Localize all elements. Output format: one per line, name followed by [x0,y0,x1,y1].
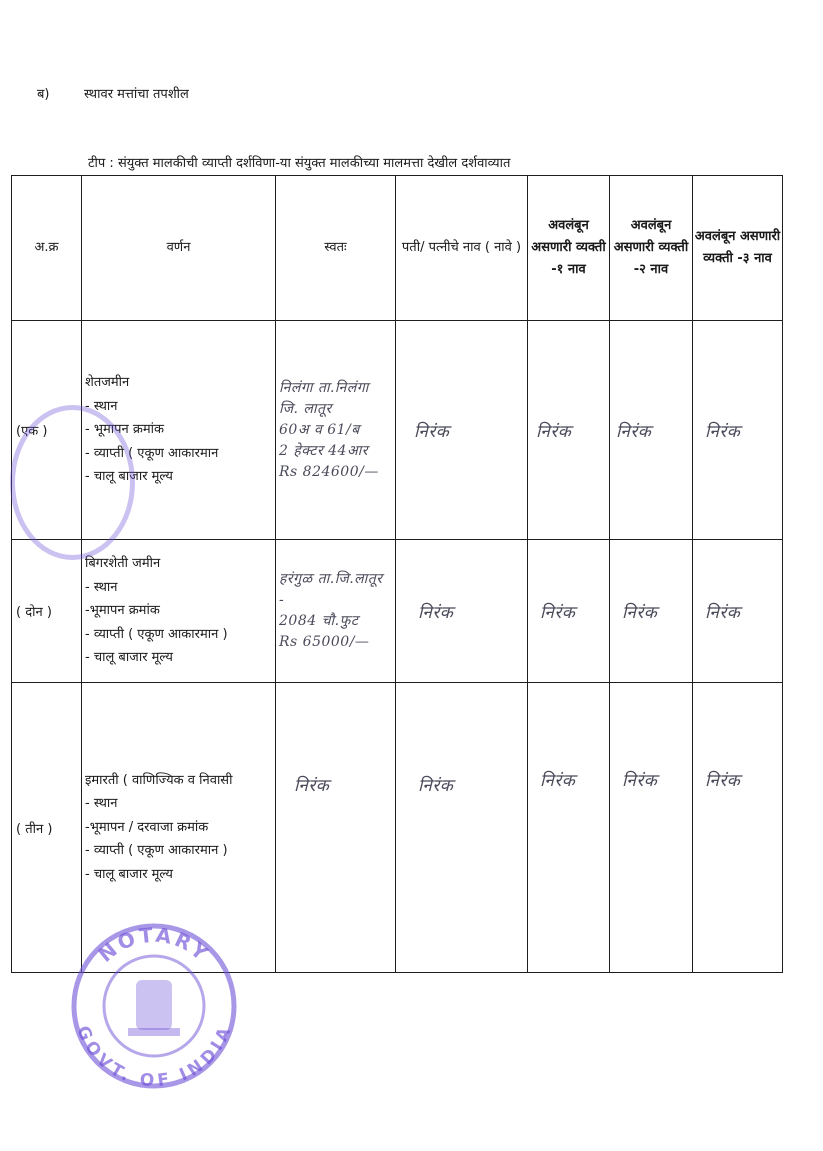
description-line: - भूमापन क्रमांक [85,422,164,438]
self-handwritten [276,540,396,683]
notary-seal-icon [68,920,240,1092]
description-line: - स्थान [85,796,118,812]
dependent-3-value: निरंक [693,540,783,683]
self-line: 2 हेक्टर 44आर [279,442,369,459]
spouse-value: निरंक [396,321,528,540]
dependent-2-value: निरंक [610,321,693,540]
stamp-top-text: NOTARY [93,922,215,967]
spouse-value: निरंक [396,683,528,973]
description-line: - चालू बाजार मूल्य [85,469,173,485]
description-line: - व्याप्ती ( एकूण आकारमान ) [85,843,228,859]
dependent-3-value: निरंक [693,683,783,973]
self-line: - [279,592,285,608]
self-line: 60अ व 61/ब [279,421,360,438]
header-self: स्वतः [276,176,396,321]
self-line: 2084 चौ.फुट [279,613,359,629]
row-description [82,540,276,683]
description-line: -भूमापन क्रमांक [85,603,160,619]
self-line: Rs 824600/— [279,463,379,480]
stamp-bottom-text: GOVT. OF INDIA [72,1023,236,1092]
section-marker: ब) [37,87,50,102]
description-line: - व्याप्ती ( एकूण आकारमान [85,445,219,461]
self-line: जि. लातूर [279,400,332,417]
self-value: निरंक [276,683,396,973]
immovable-assets-table [11,175,783,973]
self-line: हरंगुळ ता.जि.लातूर [279,571,383,587]
notary-stamp [68,920,240,1092]
description-line: - स्थान [85,398,118,414]
self-line: Rs 65000/— [279,634,370,650]
dependent-2-value: निरंक [610,683,693,973]
header-dependent-2: अवलंबून असणारी व्यक्ती -२ नाव [610,176,693,321]
faint-stamp [10,405,135,560]
description-line: - स्थान [85,579,118,595]
description-line: इमारती ( वाणिज्यिक व निवासी [85,772,233,788]
description-line: - चालू बाजार मूल्य [85,650,173,666]
header-dependent-1: अवलंबून असणारी व्यक्ती -१ नाव [528,176,610,321]
header-spouse: पती/ पत्नीचे नाव ( नावे ) [396,176,528,321]
header-dependent-3: अवलंबून असणारी व्यक्ती -३ नाव [693,176,783,321]
dependent-1-value: निरंक [528,540,610,683]
spouse-value: निरंक [396,540,528,683]
self-handwritten [276,321,396,540]
row-label: ( तीन ) [12,683,82,973]
dependent-1-value: निरंक [528,321,610,540]
description-line: -भूमापन / दरवाजा क्रमांक [85,819,209,835]
self-line: निलंगा ता.निलंगा [279,379,369,396]
dependent-1-value: निरंक [528,683,610,973]
tip-note: टीप : संयुक्त मालकीची व्याप्ती दर्शविणा-या संयुक्त मालकीच्या मालमत्ता देखील दर्शवाव्यात [88,156,511,171]
header-serial: अ.क्र [12,176,82,321]
table-row [12,540,783,683]
header-description: वर्णन [82,176,276,321]
svg-text:NOTARY [93,923,214,967]
description-line: शेतजमीन [85,375,130,391]
dependent-3-value: निरंक [693,321,783,540]
description-line: - चालू बाजार मूल्य [85,866,173,882]
section-heading: स्थावर मत्तांचा तपशील [84,87,189,102]
description-line: बिगरशेती जमीन [85,556,161,572]
row-label: ( दोन ) [12,540,82,683]
row-label: (एक ) [12,321,82,540]
description-line: - व्याप्ती ( एकूण आकारमान ) [85,626,228,642]
dependent-2-value: निरंक [610,540,693,683]
header-row [12,176,783,321]
